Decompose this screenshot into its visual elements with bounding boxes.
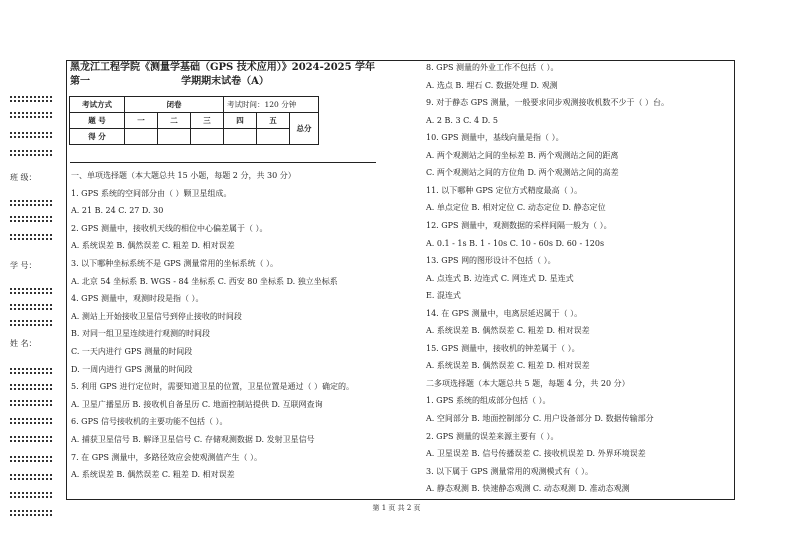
question-line: 5. 利用 GPS 进行定位时，需要知道卫星的位置，卫星位置是通过（ ）确定的。: [71, 382, 355, 392]
question-line: E. 混连式: [426, 291, 461, 301]
info-table: [69, 96, 319, 145]
class-label: 班 级：: [10, 173, 37, 182]
question-line: A. 捕获卫星信号 B. 解译卫星信号 C. 存储观测数据 D. 发射卫星信号: [71, 435, 315, 444]
question-line: 一、单项选择题（本大题总共 15 小题，每题 2 分，共 30 分）: [71, 171, 296, 180]
exam-title-line2: 学期期末试卷（A）: [181, 76, 269, 87]
binding-dots: [10, 288, 54, 295]
section-5: 五: [257, 113, 290, 129]
question-line: 3. 以下属于 GPS 测量常用的观测模式有（ ）。: [426, 466, 594, 476]
question-line: 14. 在 GPS 测量中，电离层延迟属于（ ）。: [426, 308, 583, 318]
binding-dots: [10, 492, 54, 499]
section-3: 三: [191, 113, 224, 129]
binding-dots: [10, 384, 54, 391]
question-line: A. 2 B. 3 C. 4 D. 5: [426, 115, 498, 125]
question-line: 15. GPS 测量中，接收机的钟差属于（ ）。: [426, 343, 580, 353]
score-cell: [257, 129, 290, 145]
question-line: A. 系统误差 B. 偶然误差 C. 粗差 D. 相对误差: [426, 326, 590, 336]
question-line: C. 两个观测站之间的方位角 D. 两个观测站之间的高差: [426, 168, 619, 178]
question-line: A. 北京 54 坐标系 B. WGS - 84 坐标系 C. 西安 80 坐标系 D. 独立坐标系: [71, 276, 338, 286]
question-line: 8. GPS 测量的外业工作不包括（ ）。: [426, 63, 559, 72]
score-cell: [158, 129, 191, 145]
binding-dots: [10, 216, 54, 223]
question-line: A. 测站上开始接收卫星信号到停止接收的时间段: [71, 311, 242, 321]
student-id-label: 学 号：: [10, 261, 37, 270]
question-line: A. 系统误差 B. 偶然误差 C. 粗差 D. 相对误差: [71, 470, 235, 480]
question-line: 9. 对于静态 GPS 测量，一般要求同步观测接收机数不少于（ ）台。: [426, 98, 670, 108]
question-line: A. 0.1 - 1s B. 1 - 10s C. 10 - 60s D. 60 - 120s: [426, 238, 605, 248]
question-no-label: 题 号: [70, 113, 125, 129]
question-line: 11. 以下哪种 GPS 定位方式精度最高（ ）。: [426, 185, 583, 195]
total-label: 总分: [290, 113, 319, 145]
binding-dots: [10, 320, 54, 327]
score-cell: [191, 129, 224, 145]
exam-mode-value: 闭卷: [125, 97, 224, 113]
page-footer: 第 1 页 共 2 页: [372, 504, 421, 512]
binding-dots: [10, 418, 54, 425]
question-line: A. 静态观测 B. 快速静态观测 C. 动态观测 D. 准动态观测: [426, 484, 630, 494]
question-line: 6. GPS 信号接收机的主要功能不包括（ ）。: [71, 417, 228, 427]
question-line: C. 一天内进行 GPS 测量的时间段: [71, 347, 193, 356]
binding-dots: [10, 112, 54, 119]
question-line: 7. 在 GPS 测量中，多路径效应会使观测值产生（ ）。: [71, 452, 263, 462]
score-cell: [224, 129, 257, 145]
question-line: 4. GPS 测量中，观测时段是指（ ）。: [71, 294, 204, 304]
question-line: A. 点连式 B. 边连式 C. 网连式 D. 星连式: [426, 273, 574, 283]
binding-dots: [10, 474, 54, 481]
binding-dots: [10, 132, 54, 139]
binding-dots: [10, 400, 54, 407]
section-2: 二: [158, 113, 191, 129]
exam-time: 考试时间：120 分钟: [224, 97, 319, 113]
question-line: 3. 以下哪种坐标系统不是 GPS 测量常用的坐标系统（ ）。: [71, 259, 279, 268]
binding-dots: [10, 436, 54, 443]
question-line: A. 卫星误差 B. 信号传播误差 C. 接收机误差 D. 外界环境误差: [426, 449, 646, 459]
question-line: A. 选点 B. 埋石 C. 数据处理 D. 观测: [426, 80, 558, 90]
question-line: 12. GPS 测量中，观测数据的采样间隔一般为（ ）。: [426, 220, 612, 230]
binding-dots: [10, 96, 54, 103]
binding-dots: [10, 234, 54, 241]
question-line: 二多项选择题（本大题总共 5 题，每题 4 分，共 20 分）: [426, 378, 630, 388]
question-line: D. 一周内进行 GPS 测量的时间段: [71, 364, 193, 374]
question-line: 1. GPS 系统的组成部分包括（ ）。: [426, 396, 551, 406]
question-line: 13. GPS 网的图形设计不包括（ ）。: [426, 256, 556, 266]
section-4: 四: [224, 113, 257, 129]
binding-dots: [10, 150, 54, 157]
question-line: 1. GPS 系统的空间部分由（ ）颗卫星组成。: [71, 188, 232, 198]
section-1: 一: [125, 113, 158, 129]
question-line: 10. GPS 测量中，基线向量是指（ ）。: [426, 133, 564, 143]
question-line: 2. GPS 测量的误差来源主要有（ ）。: [426, 431, 559, 441]
score-cell: [125, 129, 158, 145]
binding-dots: [10, 304, 54, 311]
question-line: A. 系统误差 B. 偶然误差 C. 粗差 D. 相对误差: [71, 241, 235, 251]
question-line: A. 空间部分 B. 地面控制部分 C. 用户设备部分 D. 数据传输部分: [426, 414, 654, 423]
binding-dots: [10, 456, 54, 463]
question-line: A. 卫星广播星历 B. 接收机自备星历 C. 地面控制站提供 D. 互联网查询: [71, 399, 323, 409]
divider: [70, 162, 376, 163]
name-label: 姓 名：: [10, 339, 37, 348]
score-label: 得 分: [70, 129, 125, 145]
binding-dots: [10, 200, 54, 207]
question-line: A. 系统误差 B. 偶然误差 C. 粗差 D. 相对误差: [426, 361, 590, 371]
question-line: A. 21 B. 24 C. 27 D. 30: [71, 206, 164, 216]
binding-dots: [10, 368, 54, 375]
exam-title-line1: 黑龙江工程学院《测量学基础（GPS 技术应用）》2024-2025 学年第一: [70, 62, 376, 87]
exam-mode-label: 考试方式: [70, 97, 125, 113]
question-line: A. 两个观测站之间的坐标差 B. 两个观测站之间的距离: [426, 150, 619, 160]
question-line: A. 单点定位 B. 相对定位 C. 动态定位 D. 静态定位: [426, 203, 606, 213]
question-line: B. 对同一组卫星连续进行观测的时间段: [71, 329, 210, 339]
question-line: 2. GPS 测量中，接收机天线的相位中心偏差属于（ ）。: [71, 223, 268, 233]
